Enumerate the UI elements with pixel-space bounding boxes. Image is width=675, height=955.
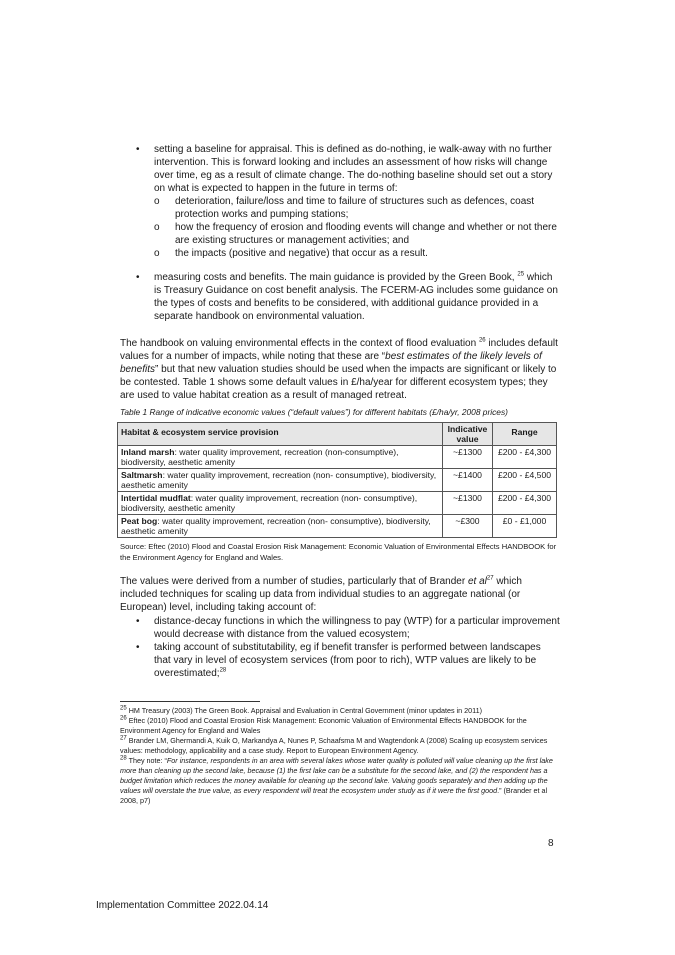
bullet-baseline <box>120 143 560 260</box>
table-row <box>118 446 557 469</box>
footnote-ref-28[interactable]: 28 <box>219 667 227 674</box>
value-cell: ~£1300 <box>443 492 493 515</box>
footnotes <box>120 706 562 806</box>
bullet-costs-benefits: • measuring costs and benefits. The main guidance is provided by the Green Book, $^{25}$ which is Treasury Guidance on cost benefit analysis. The FCERM-AG includes some guidance on the types of costs and benefits to be considered, with additional guidance provided in a separate handbook on environmental valuation. <box>120 271 560 323</box>
page-footer: Implementation Committee 2022.04.14 <box>96 900 269 911</box>
table-row <box>118 469 557 492</box>
table-source: Source: Eftec (2010) Flood and Coastal Erosion Risk Management: Economic Valuation of Environmental Effects HANDBOOK for the Environment Agency for England and Wales. <box>120 542 557 562</box>
brander-paragraph: The values were derived from a number of studies, particularly that of Brander et $al^{27}$ which included techniques for scaling up data from individual studies to an aggregate national (or European) level, including taking account of: <box>120 575 522 613</box>
costs-bullet-list <box>120 271 560 323</box>
header-indicative-value: Indicative value <box>443 423 493 446</box>
range-cell: £0 - £1,000 <box>493 515 557 538</box>
footnote-28: $^{28}$ They note: “For instance, respondents in an area with several lakes whose water quality is polluted will value cleaning up the first lake more than cleaning up the second lake, because (1) the first lake can be a substitute for the second lake, and (2) the respondent has a budget limitation which reduces the money available for cleaning up the second lake. Valuing goods separately and then adding up the values will overstate the true value, as every respondent will treat the ecosystem under study as if it were the first good.” (Brander et al 2008, p7) <box>120 755 553 805</box>
factors-bullet-list <box>120 615 560 680</box>
habitat-cell: Intertidal mudflat: water quality improvement, recreation (non- consumptive), biodiversity, aesthetic amenity <box>118 492 443 515</box>
footnote-26: $^{26}$ Eftec (2010) Flood and Coastal Erosion Risk Management: Economic Valuation of Environmental Effects HANDBOOK for the Environment Agency for England and Wales <box>120 715 527 735</box>
footnote-27: $^{27}$ Brander LM, Ghermandi A, Kuik O, Markandya A, Nunes P, Schaafsma M and Wagtendonk A (2008) Scaling up ecosystem services values: methodology, applicability and a case study. Report to European Environment Agency. <box>120 735 548 755</box>
sub-bullet-frequency: o how the frequency of erosion and flooding events will change and whether or not there are existing structures or management activities; and <box>154 221 560 247</box>
range-cell: £200 - £4,300 <box>493 446 557 469</box>
bullet-baseline-text: setting a baseline for appraisal. This is defined as do-nothing, ie walk-away with no further intervention. This is forward looking and includes an assessment of how risks will change over time, eg as a result of climate change. The do-nothing baseline should set out a story on what is expected to happen in the future in terms of: <box>154 144 553 194</box>
table-header-row <box>118 423 557 446</box>
table-row <box>118 492 557 515</box>
header-range: Range <box>493 423 557 446</box>
value-cell: ~£1300 <box>443 446 493 469</box>
footnote-ref-25[interactable]: 25 <box>517 271 525 278</box>
footnote-25: $^{25}$ HM Treasury (2003) The Green Book. Appraisal and Evaluation in Central Government (minor updates in 2011) <box>120 705 482 715</box>
habitat-values-table <box>117 422 557 538</box>
footnote-ref-26[interactable]: 26 <box>478 337 486 344</box>
baseline-bullet-list <box>120 143 560 260</box>
table-caption: Table 1 Range of indicative economic values (“default values”) for different habitats (£/ha/yr, 2008 prices) <box>120 407 508 417</box>
habitat-cell: Peat bog: water quality improvement, recreation (non- consumptive), biodiversity, aesthetic amenity <box>118 515 443 538</box>
header-habitat: Habitat & ecosystem service provision <box>118 423 443 446</box>
table-row <box>118 515 557 538</box>
habitat-cell: Saltmarsh: water quality improvement, recreation (non- consumptive), biodiversity, aesthetic amenity <box>118 469 443 492</box>
sub-bullet-deterioration: o deterioration, failure/loss and time to failure of structures such as defences, coast protection works and pumping stations; <box>154 195 560 221</box>
baseline-sub-list <box>154 195 560 260</box>
range-cell: £200 - £4,500 <box>493 469 557 492</box>
bullet-distance-decay: • distance-decay functions in which the willingness to pay (WTP) for a particular improvement would decrease with distance from the valued ecosystem; <box>120 615 560 641</box>
page-number: 8 <box>548 838 554 849</box>
range-cell: £200 - £4,300 <box>493 492 557 515</box>
value-cell: ~£300 <box>443 515 493 538</box>
handbook-paragraph: The handbook on valuing environmental effects in the context of flood evaluation $^{26}$ includes default values for a number of impacts, while noting that these are “best estimates of the likely levels of benefits” but that new valuation studies should be used when the impacts are significant or likely to be contested. Table 1 shows some default values in £/ha/year for different ecosystem types; they are used to value habitat creation as a result of managed retreat. <box>120 337 558 401</box>
sub-bullet-impacts: o the impacts (positive and negative) that occur as a result. <box>154 247 560 260</box>
habitat-cell: Inland marsh: water quality improvement, recreation (non-consumptive), biodiversity, aesthetic amenity <box>118 446 443 469</box>
footnote-separator <box>120 701 260 702</box>
footnote-ref-27[interactable]: 27 <box>486 575 494 582</box>
value-cell: ~£1400 <box>443 469 493 492</box>
bullet-substitutability: • taking account of substitutability, eg if benefit transfer is performed between landscapes that vary in level of ecosystem services (from poor to rich), WTP values are likely to be overestimated;$^{28}$ <box>120 641 560 680</box>
